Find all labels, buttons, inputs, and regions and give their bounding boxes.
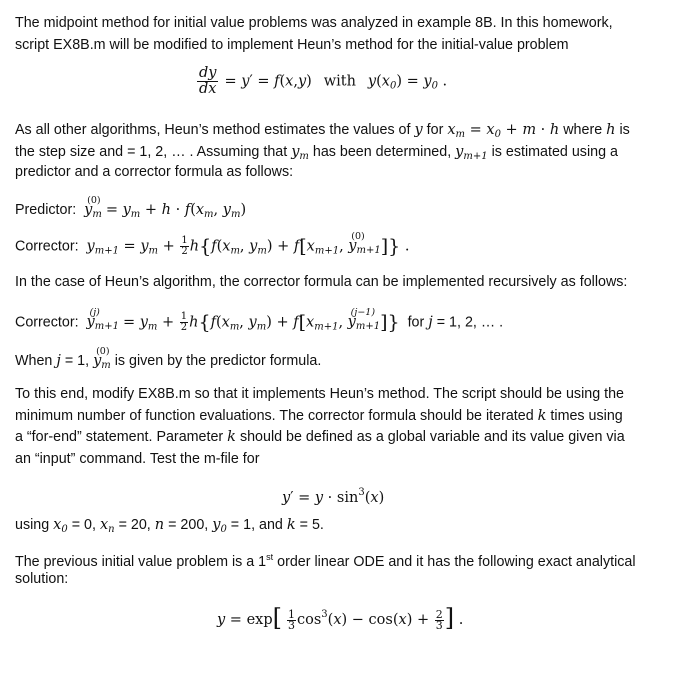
- predictor-formula: Predictor: $y_m$ (0) = $y_m + h \cdot f(x_m$, $y_m$): [15, 195, 247, 220]
- para2-line-1: As all other algorithms, Heun’s method estimates the values of y for $x_m = x_0 + m \cdot h$ where h is: [15, 122, 630, 140]
- corrector2-label: Corrector:: [15, 314, 79, 331]
- para3-line-2: minimum number of function evaluations. The corrector formula should be iterated k times using: [15, 408, 623, 424]
- para2-line-2: the step size and = 1, 2, … . Assuming that $y_m$ has been determined, $y_{m+1}$ is estimated using a: [15, 144, 618, 162]
- para3-line-4: an “input” command. Test the m-file for: [15, 451, 260, 467]
- intro-line-2: script EX8B.m will be modified to implement Heun’s method for the initial-value problem: [15, 37, 569, 53]
- with-word: with: [323, 73, 356, 90]
- recursive-text: In the case of Heun’s algorithm, the corrector formula can be implemented recursively as follows:: [15, 274, 628, 290]
- predictor-label: Predictor:: [15, 202, 77, 218]
- para2-line-3: predictor and a corrector formula as follows:: [15, 164, 294, 180]
- corrector-recursive-formula: Corrector: $y_{m+1}$ (j) = $y_m$ + $\frac{1}{2}$ $h\{f(x_m$, $y_m) + f[x_{m+1}$, $y_{m+1}$ (j−1) ]} for j = 1, 2, … .: [15, 307, 504, 334]
- corrector-label: Corrector:: [15, 238, 79, 255]
- corrector-formula: Corrector: $y_{m+1} = y_m$ + $\frac{1}{2}$ $h\{f(x_m$, $y_m) + f[x_{m+1}$, $y_{m+1}$ (0) ]} .: [15, 231, 410, 258]
- ivp-equation: $\frac{dy}{dx}$ = y′ = f(x,y) with $y(x_0) = y_0$ .: [199, 65, 448, 97]
- using-line: using $x_0 = 0$, $x_n = 20$, n = 200, $y_0 = 1$, and k = 5.: [15, 517, 324, 535]
- intro-line-1: The midpoint method for initial value problems was analyzed in example 8B. In this homework,: [15, 15, 613, 31]
- para4-line-1: The previous initial value problem is a 1st order linear ODE and it has the following exact analytical: [15, 552, 636, 570]
- ode-equation: $y' = y \cdot \sin^3(x)$: [282, 487, 385, 506]
- para4-line-2: solution:: [15, 571, 69, 587]
- dy-dx-fraction: $\frac{dy}{dx}$: [199, 65, 217, 97]
- para3-line-3: a “for-end” statement. Parameter k should be defined as a global variable and its value given via: [15, 429, 625, 445]
- when-line: When j = 1, $y_m$ (0) is given by the predictor formula.: [15, 346, 322, 371]
- para3-line-1: To this end, modify EX8B.m so that it implements Heun’s method. The script should be using the: [15, 386, 624, 402]
- exact-solution: y = exp[ $\frac{1}{3}$ $\cos^3(x) - \cos(x)$ + $\frac{2}{3}$ ] .: [217, 604, 464, 632]
